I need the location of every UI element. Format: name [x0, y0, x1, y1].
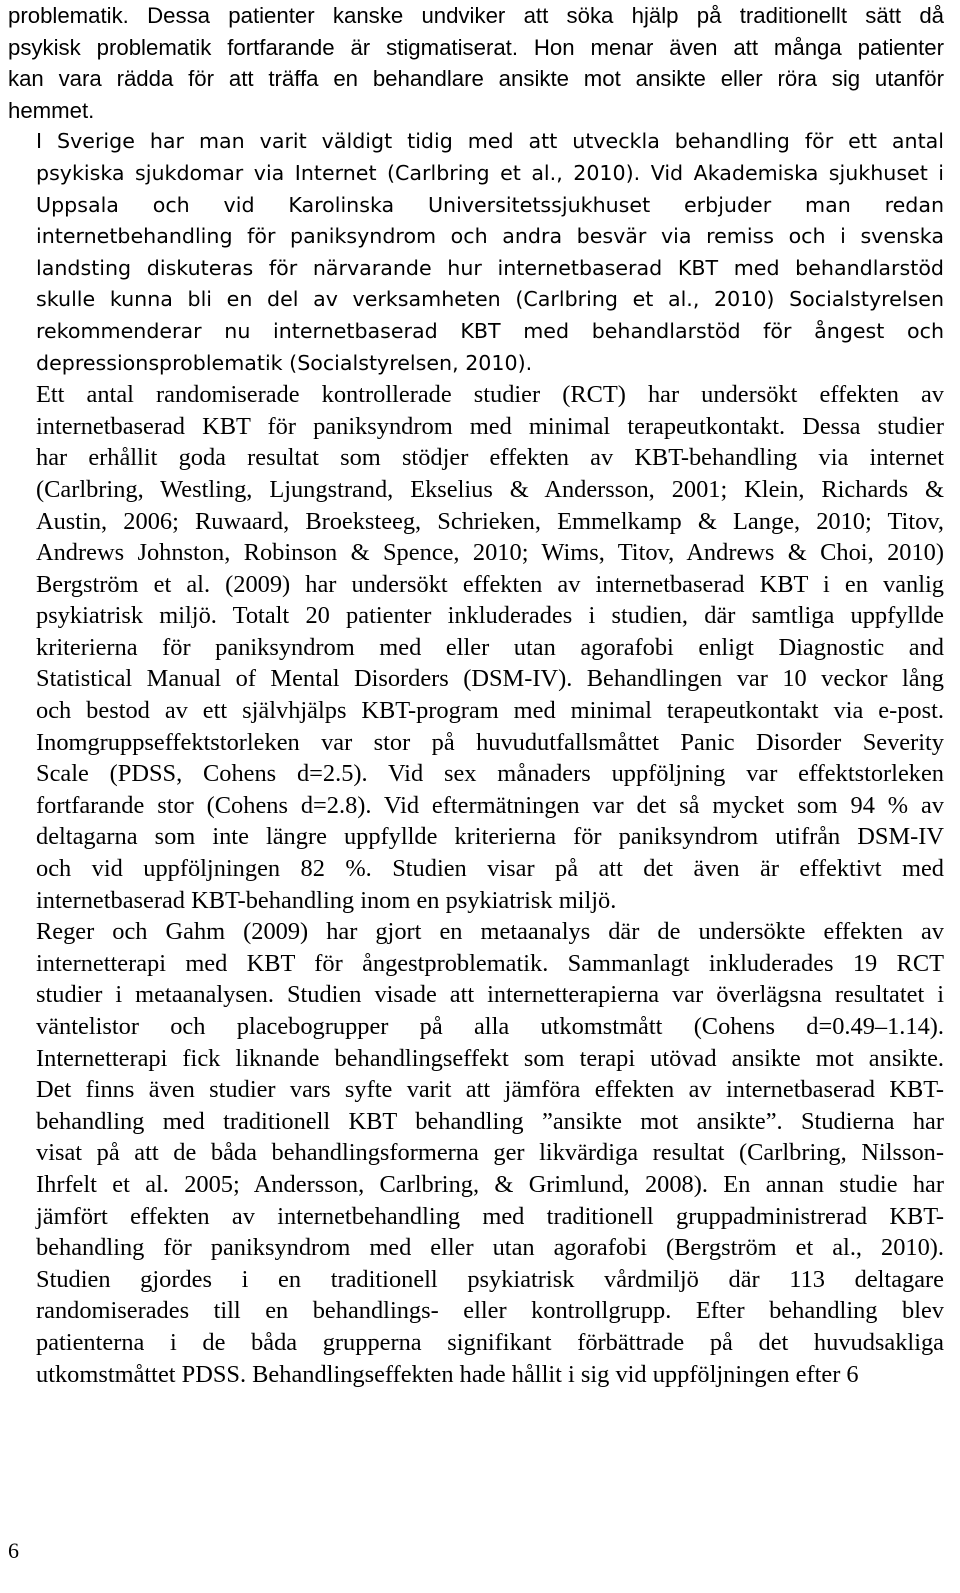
- paragraph-rct-studies: [8, 379, 944, 916]
- text-line: utkomstmåttet PDSS. Behandlingseffekten hade hållit i sig vid uppföljningen efter 6: [36, 1360, 859, 1388]
- text-line: landsting diskuteras för närvarande hur internetbaserad KBT med behandlarstöd: [36, 255, 944, 280]
- text-line: visat på att de båda behandlingsformerna ger likvärdiga resultat (Carlbring, Nilsson-: [36, 1139, 944, 1167]
- text-line: Reger och Gahm (2009) har gjort en metaanalys där de undersökte effekten av: [36, 918, 944, 946]
- text-line: har erhållit goda resultat som stödjer effekten av KBT-behandling via internet: [36, 444, 944, 472]
- text-line: psykiatrisk miljö. Totalt 20 patienter inkluderades i studien, där samtliga uppfyllde: [36, 602, 944, 630]
- text-line: randomiserades till en behandlings- eller kontrollgrupp. Efter behandling blev: [36, 1297, 944, 1325]
- text-line: Inomgruppseffektstorleken var stor på huvudutfallsmåttet Panic Disorder Severity: [36, 728, 944, 756]
- text-line: psykiska sjukdomar via Internet (Carlbring et al., 2010). Vid Akademiska sjukhuset i: [36, 160, 944, 185]
- text-line: internetbehandling för paniksyndrom och andra besvär via remiss och i svenska: [36, 224, 944, 249]
- text-line: rekommenderar nu internetbaserad KBT med behandlarstöd för ångest och: [36, 318, 944, 343]
- text-line: skulle kunna bli en del av verksamheten (Carlbring et al., 2010) Socialstyrelsen: [36, 287, 944, 312]
- document-body: [8, 0, 944, 1390]
- page-number: 6: [8, 1538, 19, 1563]
- text-line: kan vara rädda för att träffa en behandlare ansikte mot ansikte eller röra sig utanför: [8, 66, 944, 92]
- text-line: behandling med traditionell KBT behandling ”ansikte mot ansikte”. Studierna har: [36, 1107, 944, 1135]
- text-line: och vid uppföljningen 82 %. Studien visar på att det även är effektivt med: [36, 855, 944, 883]
- paragraph-sweden-internet-treatment: [8, 126, 944, 379]
- paragraph-stigma: [8, 0, 944, 126]
- text-line: I Sverige har man varit väldigt tidig med att utveckla behandling för ett antal: [36, 129, 944, 154]
- text-line: problematik. Dessa patienter kanske undviker att söka hjälp på traditionellt sätt då: [8, 3, 944, 28]
- text-line: psykisk problematik fortfarande är stigmatiserat. Hon menar även att många patienter: [8, 34, 944, 60]
- text-line: Ihrfelt et al. 2005; Andersson, Carlbring, & Grimlund, 2008). En annan studie har: [36, 1170, 944, 1198]
- text-line: internetterapi med KBT för ångestproblematik. Sammanlagt inkluderades 19 RCT: [36, 949, 944, 977]
- text-line: Uppsala och vid Karolinska Universitetssjukhuset erbjuder man redan: [36, 192, 944, 217]
- text-line: Andrews Johnston, Robinson & Spence, 2010; Wims, Titov, Andrews & Choi, 2010): [36, 539, 944, 567]
- text-line: internetbaserad KBT-behandling inom en psykiatrisk miljö.: [36, 886, 617, 914]
- text-line: Austin, 2006; Ruwaard, Broeksteeg, Schrieken, Emmelkamp & Lange, 2010; Titov,: [36, 507, 944, 535]
- paragraph-meta-analysis: [8, 916, 944, 1390]
- text-line: behandling för paniksyndrom med eller utan agorafobi (Bergström et al., 2010).: [36, 1234, 944, 1262]
- text-line: internetbaserad KBT för paniksyndrom med minimal terapeutkontakt. Dessa studier: [36, 412, 944, 440]
- text-line: jämfört effekten av internetbehandling med traditionell gruppadministrerad KBT-: [36, 1202, 944, 1230]
- text-line: Studien gjordes i en traditionell psykiatrisk vårdmiljö där 113 deltagare: [36, 1265, 944, 1293]
- text-line: Bergström et al. (2009) har undersökt effekten av internetbaserad KBT i en vanlig: [36, 570, 944, 598]
- text-line: Statistical Manual of Mental Disorders (DSM-IV). Behandlingen var 10 veckor lång: [36, 665, 944, 693]
- text-line: väntelistor och placebogrupper på alla utkomstmått (Cohens d=0.49–1.14).: [36, 1013, 944, 1040]
- text-line: Internetterapi fick liknande behandlingseffekt som terapi utövad ansikte mot ansikte.: [36, 1044, 944, 1072]
- text-line: deltagarna som inte längre uppfyllde kriterierna för paniksyndrom utifrån DSM-IV: [36, 823, 944, 851]
- text-line: Det finns även studier vars syfte varit att jämföra effekten av internetbaserad KBT-: [36, 1076, 944, 1104]
- text-line: kriterierna för paniksyndrom med eller utan agorafobi enligt Diagnostic and: [36, 633, 944, 661]
- text-line: studier i metaanalysen. Studien visade att internetterapierna var överlägsna resultatet i: [36, 981, 944, 1009]
- text-line: fortfarande stor (Cohens d=2.8). Vid eftermätningen var det så mycket som 94 % av: [36, 791, 944, 819]
- text-line: och bestod av ett självhjälps KBT-program med minimal terapeutkontakt via e-post.: [36, 697, 944, 725]
- text-line: Scale (PDSS, Cohens d=2.5). Vid sex månaders uppföljning var effektstorleken: [36, 760, 944, 788]
- text-line: Ett antal randomiserade kontrollerade studier (RCT) har undersökt effekten av: [36, 381, 944, 409]
- text-line: patienterna i de båda grupperna signifikant förbättrade på det huvudsakliga: [36, 1328, 944, 1356]
- text-line: (Carlbring, Westling, Ljungstrand, Ekselius & Andersson, 2001; Klein, Richards &: [36, 475, 944, 503]
- text-line: hemmet.: [8, 97, 95, 123]
- text-line: depressionsproblematik (Socialstyrelsen, 2010).: [36, 350, 533, 375]
